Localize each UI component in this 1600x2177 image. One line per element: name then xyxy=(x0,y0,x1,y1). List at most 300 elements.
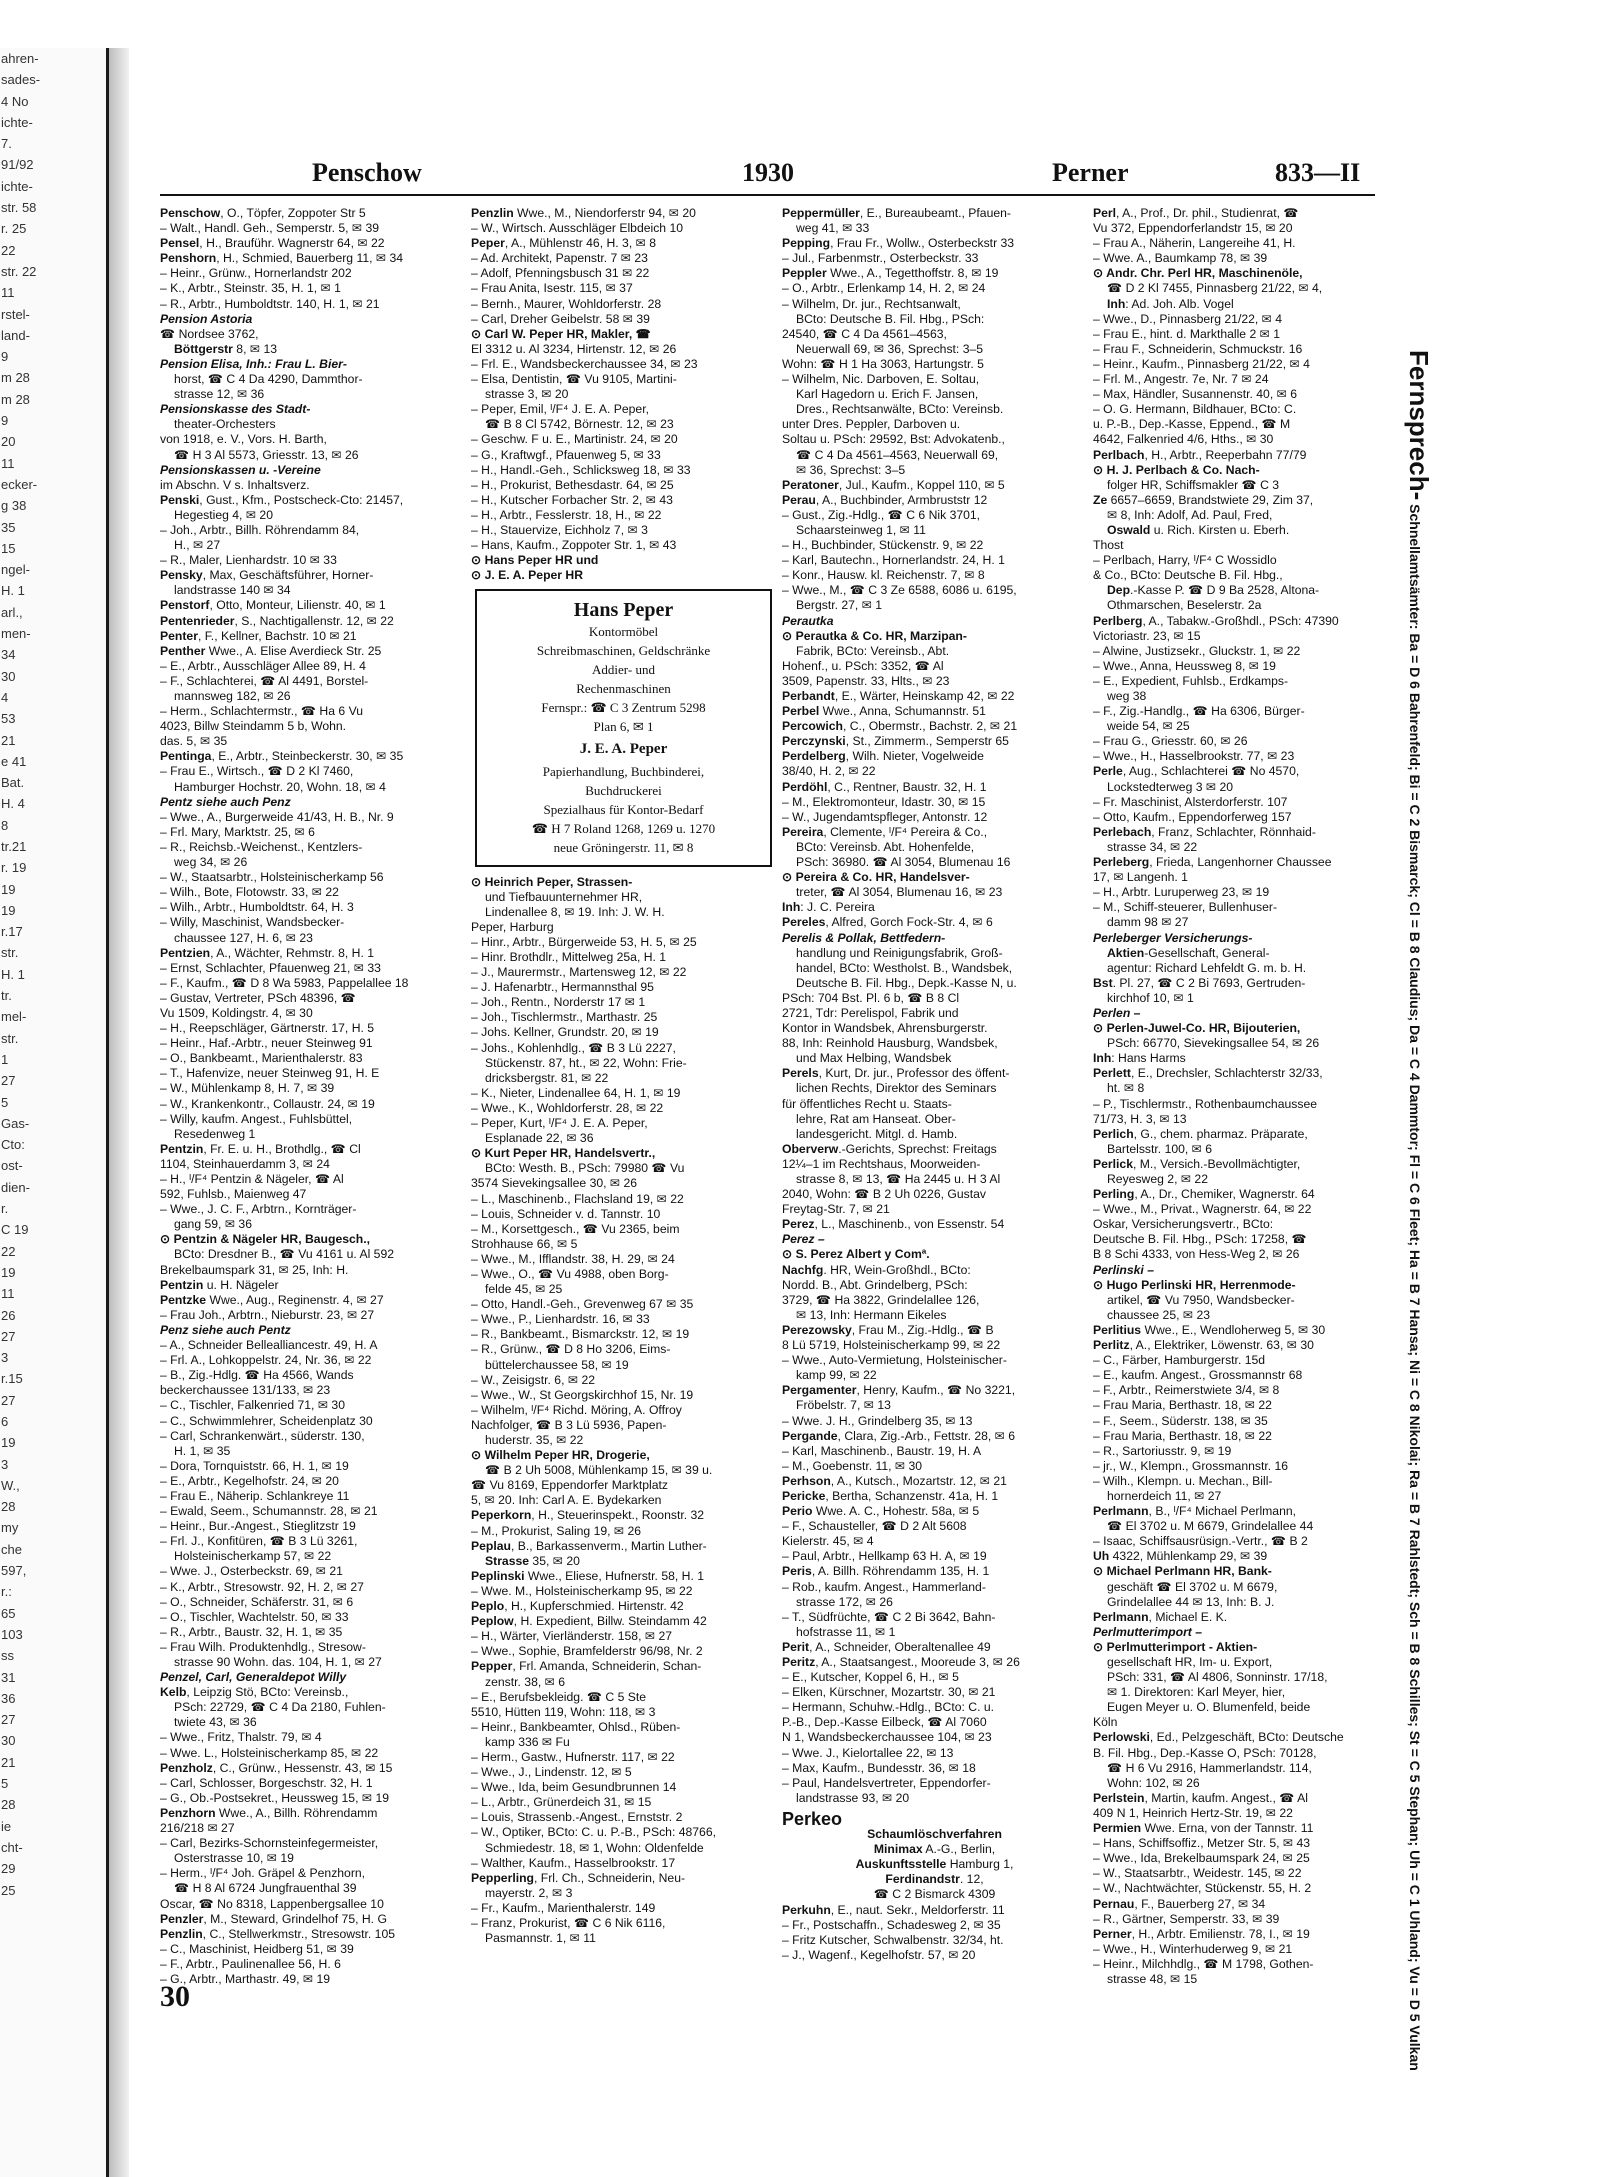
edge-text-fragment: 35 xyxy=(1,519,16,535)
directory-entry: 88, Inh: Reinhold Hausburg, Wandsbek, xyxy=(782,1036,998,1051)
directory-entry: Permien Wwe. Erna, von der Tannstr. 11 xyxy=(1093,1821,1314,1836)
directory-entry: ht. ✉ 8 xyxy=(1107,1081,1145,1096)
edge-text-fragment: m 28 xyxy=(1,391,30,407)
directory-entry: Pentzien, A., Wächter, Rehmstr. 8, H. 1 xyxy=(160,945,375,960)
directory-entry: – R., Sartoriusstr. 9, ✉ 19 xyxy=(1093,1443,1232,1458)
directory-entry: Inh: J. C. Pereira xyxy=(782,900,875,915)
directory-entry: kamp 99, ✉ 22 xyxy=(796,1368,877,1383)
directory-entry: – W., Staatsarbtr., Holsteinischerkamp 56 xyxy=(160,870,384,885)
edge-text-fragment: 3 xyxy=(1,1456,9,1472)
running-header xyxy=(160,158,1450,194)
edge-text-fragment: r.15 xyxy=(1,1371,23,1387)
directory-entry: Wohn: 102, ✉ 26 xyxy=(1107,1775,1200,1790)
directory-entry: – W., Staatsarbtr., Weidestr. 145, ✉ 22 xyxy=(1093,1866,1302,1881)
directory-entry: Lindenallee 8, ✉ 19. Inh: J. W. H. xyxy=(485,904,665,919)
perkeo-lines xyxy=(782,1827,1087,1902)
directory-entry: Perling, A., Dr., Chemiker, Wagnerstr. 64 xyxy=(1093,1187,1315,1202)
edge-text-fragment: 9 xyxy=(1,413,9,429)
directory-entry: ⊙ Kurt Peper HR, Handelsvertr., xyxy=(471,1146,656,1161)
directory-entry: – Frl. E., Wandsbeckerchaussee 34, ✉ 23 xyxy=(471,356,698,371)
directory-entry: – E., Arbtr., Ausschläger Allee 89, H. 4 xyxy=(160,658,366,673)
directory-entry: Wohn: ☎ H 1 Ha 3063, Hartungstr. 5 xyxy=(782,356,984,371)
directory-entry: – E., Arbtr., Kegelhofstr. 24, ✉ 20 xyxy=(160,1473,339,1488)
directory-entry: – Wwe., K., Wohldorferstr. 28, ✉ 22 xyxy=(471,1100,664,1115)
directory-entry: – Wilh., Bote, Flotowstr. 33, ✉ 22 xyxy=(160,885,339,900)
directory-entry: Pericke, Bertha, Schanzenstr. 41a, H. 1 xyxy=(782,1488,999,1503)
directory-entry: strasse 34, ✉ 22 xyxy=(1107,839,1198,854)
directory-entry: El 3312 u. Al 3234, Hirtenstr. 12, ✉ 26 xyxy=(471,341,677,356)
directory-entry: – Wwe., Ida, Brekelbaumspark 24, ✉ 25 xyxy=(1093,1851,1310,1866)
directory-entry: – Wwe. L., Holsteinischerkamp 85, ✉ 22 xyxy=(160,1745,379,1760)
directory-entry: Dres., Rechtsanwälte, BCto: Vereinsb. xyxy=(796,402,1004,417)
ad-line: Papierhandlung, Buchbinderei, xyxy=(542,763,705,779)
directory-entry: – Bernh., Maurer, Wohldorferstr. 28 xyxy=(471,296,662,311)
directory-entry: – Herm., ᴵ/F⁴ Joh. Gräpel & Penzhorn, xyxy=(160,1866,366,1881)
directory-entry: – K., Arbtr., Steinstr. 35, H. 1, ✉ 1 xyxy=(160,281,341,296)
directory-entry: 5, ✉ 20. Inh: Carl A. E. Bydekarken xyxy=(471,1493,662,1508)
directory-entry: – Konr., Hausw. kl. Reichenstr. 7, ✉ 8 xyxy=(782,568,985,583)
directory-entry: Köln xyxy=(1093,1715,1118,1730)
directory-entry: – L., Maschinenb., Flachsland 19, ✉ 22 xyxy=(471,1191,684,1206)
directory-entry: Oskar, Versicherungsvertr., BCto: xyxy=(1093,1217,1274,1232)
edge-text-fragment: str. xyxy=(1,945,19,961)
edge-text-fragment: m 28 xyxy=(1,370,30,386)
edge-text-fragment: 6 xyxy=(1,1414,9,1429)
directory-entry: – Wwe., Ida, beim Gesundbrunnen 14 xyxy=(471,1780,677,1795)
header-page-number: 833—II xyxy=(1275,158,1361,187)
header-year: 1930 xyxy=(742,158,794,187)
directory-entry: – Herm., Schlachtermstr., ☎ Ha 6 Vu xyxy=(160,704,364,719)
directory-entry: – J., Maurermstr., Martensweg 12, ✉ 22 xyxy=(471,965,687,980)
directory-entry: – Rob., kaufm. Angest., Hammerland- xyxy=(782,1579,986,1594)
directory-entry: – Hans, Schiffsoffiz., Metzer Str. 5, ✉ 43 xyxy=(1093,1836,1311,1851)
directory-entry: Hamburger Hochstr. 20, Wohn. 18, ✉ 4 xyxy=(174,779,386,794)
directory-entry: Othmarschen, Beselerstr. 2a xyxy=(1107,598,1262,613)
directory-entry: strasse 3, ✉ 20 xyxy=(485,387,569,402)
edge-text-fragment: 31 xyxy=(1,1669,16,1685)
directory-entry: Perleberger Versicherungs- xyxy=(1093,930,1253,945)
directory-entry: – Heinr., Bur.-Angest., Stieglitzstr 19 xyxy=(160,1519,356,1534)
directory-entry: geschäft ☎ El 3702 u. M 6679, xyxy=(1107,1579,1278,1594)
directory-entry: – Perlbach, Harry, ᴵ/F⁴ C Wossidlo xyxy=(1093,553,1277,568)
directory-entry: Vu 372, Eppendorferlandstr 15, ✉ 20 xyxy=(1093,221,1293,236)
directory-entry: – Gustav, Vertreter, PSch 48396, ☎ xyxy=(160,990,356,1005)
directory-entry: ⊙ Perlmutterimport - Aktien- xyxy=(1093,1639,1258,1654)
edge-text-fragment: 91/92 xyxy=(1,157,34,173)
directory-entry: Perdöhl, C., Rentner, Baustr. 32, H. 1 xyxy=(782,779,987,794)
directory-entry: – Heinr., Kaufm., Pinnasberg 21/22, ✉ 4 xyxy=(1093,356,1310,371)
directory-entry: Nachfg. HR, Wein-Großhdl., BCto: xyxy=(782,1262,971,1277)
edge-text-fragment: 11 xyxy=(1,285,15,301)
directory-entry: Eugen Meyer u. O. Blumenfeld, beide xyxy=(1107,1700,1311,1715)
edge-text-fragment: cht- xyxy=(1,1839,23,1855)
directory-entry: ⊙ Perlen-Juwel-Co. HR, Bijouterien, xyxy=(1093,1021,1301,1036)
directory-entry: Reyesweg 2, ✉ 22 xyxy=(1107,1172,1208,1186)
directory-entry: – W., Mühlenkamp 8, H. 7, ✉ 39 xyxy=(160,1081,335,1096)
directory-entry: Perlitius Wwe., E., Wendloherweg 5, ✉ 30 xyxy=(1093,1322,1326,1337)
legend-text: Schnellamtsämter: Ba = D 6 Bahrenfeld; Bi = C 2 Bismarck; Cl = B 8 Claudius; Da = C 4 Dammtor; Fl = C 6 Fleet; Ha = B 7 Hansa; Ni = C 8 Nikolai; Ra = B 7 Rahlstedt; Sch = B 8 Schilles; St = C 5 Stephan; Uh = C 1 Uhland; Vu = D 5 Vulkan xyxy=(1407,504,1423,2071)
directory-entry: 3729, ☎ Ha 3822, Grindelallee 126, xyxy=(782,1292,980,1307)
ad-line: Kontormöbel xyxy=(588,624,659,640)
edge-text-fragment: 103 xyxy=(1,1626,23,1642)
ad-line: Plan 6, ✉ 1 xyxy=(593,719,654,735)
directory-entry: – Heinr., Grünw., Hornerlandstr 202 xyxy=(160,266,352,281)
directory-entry: Penschow, O., Töpfer, Zoppoter Str 5 xyxy=(160,206,366,220)
directory-entry: – Frau E., Wirtsch., ☎ D 2 Kl 7460, xyxy=(160,764,354,779)
directory-entry: – Jul., Farbenmstr., Osterbeckstr. 33 xyxy=(782,251,979,266)
directory-entry: – W., Nachtwächter, Stückenstr. 55, H. 2 xyxy=(1093,1881,1312,1896)
edge-text-fragment: 29 xyxy=(1,1861,16,1877)
directory-entry: – B., Zig.-Hdlg. ☎ Ha 4566, Wands xyxy=(160,1368,354,1383)
directory-entry: Penzholz, C., Grünw., Hessenstr. 43, ✉ 15 xyxy=(160,1760,393,1775)
edge-text-fragment: men- xyxy=(1,626,31,642)
directory-entry: PSch: 22729, ☎ C 4 Da 2180, Fuhlen- xyxy=(174,1700,386,1715)
edge-text-fragment: ost- xyxy=(1,1158,23,1174)
directory-entry: Bst. Pl. 27, ☎ C 2 Bi 7693, Gertruden- xyxy=(1093,975,1306,990)
edge-text-fragment: land- xyxy=(1,327,30,343)
directory-entry: – Wilh., Arbtr., Humboldtstr. 64, H. 3 xyxy=(160,900,354,915)
directory-entry: – Dora, Tornquiststr. 66, H. 1, ✉ 19 xyxy=(160,1458,349,1473)
directory-entry: strasse 8, ✉ 13, ☎ Ha 2445 u. H 3 Al xyxy=(796,1172,1001,1186)
directory-entry: – Frau A., Näherin, Langereihe 41, H. xyxy=(1093,236,1296,251)
directory-entry: – C., Maschinist, Heidberg 51, ✉ 39 xyxy=(160,1941,354,1956)
directory-entry: – J. Hafenarbtr., Hermannsthal 95 xyxy=(471,980,654,995)
directory-entry: PSch: 36980. ☎ Al 3054, Blumenau 16 xyxy=(796,855,1011,870)
directory-entry: Pergamenter, Henry, Kaufm., ☎ No 3221, xyxy=(782,1383,1016,1398)
edge-text-fragment: mel- xyxy=(1,1009,27,1025)
directory-entry: – Elken, Kürschner, Mozartstr. 30, ✉ 21 xyxy=(782,1685,996,1700)
directory-entry: Perlowski, Ed., Pelzgeschäft, BCto: Deutsche xyxy=(1093,1730,1344,1745)
directory-entry: handel, BCto: Westholst. B., Wandsbek, xyxy=(796,960,1013,975)
directory-entry: B. Fil. Hbg., Dep.-Kasse O, PSch: 70128, xyxy=(1093,1745,1317,1760)
directory-entry: ✉ 36, Sprechst: 3–5 xyxy=(796,462,906,477)
ad-line: Addier- und xyxy=(592,662,655,678)
edge-text-fragment: 53 xyxy=(1,711,16,727)
directory-entry: ☎ H 6 Vu 2916, Hammerlandstr. 114, xyxy=(1107,1760,1312,1775)
directory-entry: Percowich, C., Obermstr., Bachstr. 2, ✉ 21 xyxy=(782,719,1018,734)
directory-entry: – J., Wagenf., Kegelhofstr. 57, ✉ 20 xyxy=(782,1947,976,1962)
advertisement-box xyxy=(475,589,772,866)
directory-entry: Perlich, G., chem. pharmaz. Präparate, xyxy=(1093,1126,1308,1141)
directory-entry: Perlmutterimport – xyxy=(1093,1624,1203,1639)
edge-text-fragment: 11 xyxy=(1,1286,15,1302)
header-rule xyxy=(160,194,1375,196)
directory-entry: Hegestieg 4, ✉ 20 xyxy=(174,507,273,522)
directory-entry: Pepping, Frau Fr., Wollw., Osterbeckstr 33 xyxy=(782,236,1015,251)
directory-entry: 71/73, H. 3, ✉ 13 xyxy=(1093,1111,1187,1126)
directory-entry: – Carl, Schrankenwärt., süderstr. 130, xyxy=(160,1428,365,1443)
directory-entry: Pensionskassen u. -Vereine xyxy=(160,462,321,477)
directory-entry: – C., Tischler, Falkenried 71, ✉ 30 xyxy=(160,1398,345,1413)
directory-entry: 3509, Papenstr. 33, Hlts., ✉ 23 xyxy=(782,673,950,688)
directory-entry: Perels, Kurt, Dr. jur., Professor des öffent- xyxy=(782,1066,1010,1081)
directory-entry: Pentzin, Fr. E. u. H., Brothdlg., ☎ Cl xyxy=(160,1141,361,1156)
directory-entry: – F., Kaufm., ☎ D 8 Wa 5983, Pappelallee 18 xyxy=(160,975,409,990)
directory-entry: – T., Hafenvize, neuer Steinweg 91, H. E xyxy=(160,1066,380,1081)
directory-entry: – Frl. A., Lohkoppelstr. 24, Nr. 36, ✉ 22 xyxy=(160,1353,372,1368)
edge-text-fragment: 22 xyxy=(1,242,16,258)
directory-entry: ⊙ J. E. A. Peper HR xyxy=(471,568,584,583)
directory-entry: – Ad. Architekt, Papenstr. 7 ✉ 23 xyxy=(471,251,648,266)
directory-entry: weg 38 xyxy=(1107,689,1147,703)
directory-entry: – H., Arbtr. Luruperweg 23, ✉ 19 xyxy=(1093,885,1270,900)
directory-entry: – Frau Anita, Isestr. 115, ✉ 37 xyxy=(471,281,633,296)
directory-entry: – Peper, Emil, ᴵ/F⁴ J. E. A. Peper, xyxy=(471,402,649,417)
directory-entry: beckerchaussee 131/133, ✉ 23 xyxy=(160,1383,331,1398)
directory-entry: ☎ El 3702 u. M 6679, Grindelallee 44 xyxy=(1107,1519,1314,1534)
edge-text-fragment: 27 xyxy=(1,1392,16,1408)
directory-entry: Perlberg, A., Tabakw.-Großhdl., PSch: 47390 xyxy=(1093,613,1339,628)
directory-entry: handlung und Reinigungsfabrik, Groß- xyxy=(796,945,1003,960)
edge-text-fragment: 27 xyxy=(1,1073,16,1089)
directory-entry: Perkuhn, E., naut. Sekr., Meldorferstr. 11 xyxy=(782,1902,1005,1917)
perkeo-line: Ferdinandstr. 12, xyxy=(885,1872,984,1887)
directory-entry: Perlinski – xyxy=(1093,1262,1154,1277)
directory-entry: – Karl, Maschinenb., Baustr. 19, H. A xyxy=(782,1443,982,1458)
directory-entry: Perleberg, Frieda, Langenhorner Chaussee xyxy=(1093,855,1332,870)
directory-entry: büttelerchaussee 58, ✉ 19 xyxy=(485,1357,629,1372)
edge-text-fragment: 5 xyxy=(1,1094,9,1110)
directory-entry: – Wwe., Fritz, Thalstr. 79, ✉ 4 xyxy=(160,1730,322,1745)
edge-text-fragment: 27 xyxy=(1,1328,16,1344)
directory-entry: – W., Wirtsch. Ausschläger Elbdeich 10 xyxy=(471,221,684,236)
directory-entry: – Ewald, Seem., Schumannstr. 28, ✉ 21 xyxy=(160,1504,378,1519)
directory-entry: – R., Arbtr., Baustr. 32, H. 1, ✉ 35 xyxy=(160,1624,343,1639)
directory-entry: – Wwe., Sophie, Bramfelderstr 96/98, Nr. 2 xyxy=(471,1644,703,1659)
directory-entry: – Frl. M., Angestr. 7e, Nr. 7 ✉ 24 xyxy=(1093,372,1269,387)
directory-entry: Peplo, H., Kupferschmied. Hirtenstr. 42 xyxy=(471,1599,684,1614)
directory-entry: – F., Arbtr., Reimerstwiete 3/4, ✉ 8 xyxy=(1093,1383,1280,1398)
directory-entry: Strohhause 66, ✉ 5 xyxy=(471,1236,578,1251)
directory-entry: – Hinr. Brothdlr., Mittelweg 25a, H. 1 xyxy=(471,950,667,964)
directory-entry: ⊙ S. Perez Albert y Comª. xyxy=(782,1247,930,1262)
directory-entry: – Wwe. A., Baumkamp 78, ✉ 39 xyxy=(1093,251,1268,266)
directory-entry: – Elsa, Dentistin, ☎ Vu 9105, Martini- xyxy=(471,372,677,387)
directory-entry: Osterstrasse 10, ✉ 19 xyxy=(174,1851,294,1866)
directory-entry: – Fr. Maschinist, Alsterdorferstr. 107 xyxy=(1093,794,1288,809)
directory-entry: Schaarsteinweg 1, ✉ 11 xyxy=(796,522,926,537)
directory-entry: Peper, Harburg xyxy=(471,919,554,934)
directory-entry: – Heinr., Haf.-Arbtr., neuer Steinweg 91 xyxy=(160,1036,373,1051)
directory-entry: Perit, A., Schneider, Oberaltenallee 49 xyxy=(782,1639,991,1654)
directory-entry: – T., Südfrüchte, ☎ C 2 Bi 3642, Bahn- xyxy=(782,1609,996,1624)
edge-text-fragment: H. 1 xyxy=(1,583,25,599)
directory-entry: – H., Arbtr., Fesslerstr. 18, H., ✉ 22 xyxy=(471,507,662,522)
book-gutter xyxy=(109,48,129,2177)
directory-entry: Perbandt, E., Wärter, Heinskamp 42, ✉ 22 xyxy=(782,689,1015,703)
edge-text-fragment: 65 xyxy=(1,1605,16,1621)
directory-entry: ⊙ H. J. Perlbach & Co. Nach- xyxy=(1093,462,1260,477)
directory-entry: ⊙ Hans Peper HR und xyxy=(471,553,599,568)
directory-entry: – jr., W., Klempn., Grossmannstr. 16 xyxy=(1093,1458,1289,1473)
directory-entry: – Max, Kaufm., Bundesstr. 36, ✉ 18 xyxy=(782,1760,976,1775)
directory-entry: – F., Zig.-Handlg., ☎ Ha 6306, Bürger- xyxy=(1093,704,1305,719)
directory-entry: dricksbergstr. 81, ✉ 22 xyxy=(485,1070,609,1085)
directory-entry: Perner, H., Arbtr. Emilienstr. 78, I., ✉ 19 xyxy=(1093,1926,1310,1941)
directory-entry: – F., Schlachterei, ☎ Al 4491, Borstel- xyxy=(160,673,369,688)
directory-entry: Penther Wwe., A. Elise Averdieck Str. 25 xyxy=(160,643,382,658)
ad-line: Buchdruckerei xyxy=(585,782,662,798)
directory-entry: H., ✉ 27 xyxy=(174,538,221,553)
directory-entry: – Frau G., Griesstr. 60, ✉ 26 xyxy=(1093,734,1248,749)
directory-entry: Perautka xyxy=(782,613,834,628)
directory-page xyxy=(160,150,1455,2071)
directory-entry: Resedenweg 1 xyxy=(174,1126,256,1141)
edge-text-fragment: ichte- xyxy=(1,114,33,130)
directory-entry: Peris, A. Billh. Röhrendamm 135, H. 1 xyxy=(782,1564,990,1579)
directory-entry: – H., Kutscher Forbacher Str. 2, ✉ 43 xyxy=(471,492,673,507)
directory-entry: Grindelallee 44 ✉ 13, Inh: B. J. xyxy=(1107,1594,1275,1609)
directory-entry: – Frau Wilh. Produktenhdlg., Stresow- xyxy=(160,1639,366,1654)
directory-entry: – Wwe., H., Winterhuderweg 9, ✉ 21 xyxy=(1093,1941,1293,1956)
directory-entry: – Joh., Tischlermstr., Marthastr. 25 xyxy=(471,1010,658,1025)
directory-entry: – Fr., Postschaffn., Schadesweg 2, ✉ 35 xyxy=(782,1917,1001,1932)
edge-text-fragment: r. 19 xyxy=(1,860,27,876)
directory-entry: – Wwe., P., Lienhardstr. 16, ✉ 33 xyxy=(471,1312,650,1327)
header-first-name: Penschow xyxy=(312,158,422,187)
directory-entry: – A., Schneider Bellealliancestr. 49, H. A xyxy=(160,1338,378,1353)
directory-entry: 24540, ☎ C 4 Da 4561–4563, xyxy=(782,326,947,341)
directory-entry: Deutsche B. Fil. Hbg., PSch: 17258, ☎ xyxy=(1093,1232,1307,1247)
edge-text-fragment: tr.21 xyxy=(1,838,27,854)
directory-entry: – Hermann, Schuhw.-Hdlg., BCto: C. u. xyxy=(782,1700,995,1715)
edge-text-fragment: 1 xyxy=(1,1051,9,1067)
edge-text-fragment: 34 xyxy=(1,647,16,663)
directory-entry: – Hans, Kaufm., Zoppoter Str. 1, ✉ 43 xyxy=(471,538,677,553)
directory-entry: ☎ Vu 8169, Eppendorfer Marktplatz xyxy=(471,1478,668,1493)
edge-text-fragment: H. 4 xyxy=(1,796,25,812)
directory-entry: – Walther, Kaufm., Hasselbrookstr. 17 xyxy=(471,1855,676,1870)
edge-text-fragment: Gas- xyxy=(1,1115,30,1131)
directory-entry: – H., Handl.-Geh., Schlicksweg 18, ✉ 33 xyxy=(471,462,691,477)
edge-text-fragment: 22 xyxy=(1,1243,16,1259)
directory-entry: – Carl, Bezirks-Schornsteinfegermeister, xyxy=(160,1836,379,1851)
directory-entry: agentur: Richard Lehfeldt G. m. b. H. xyxy=(1107,960,1307,975)
directory-entry: landstrasse 93, ✉ 20 xyxy=(796,1790,910,1805)
directory-entry: Pereles, Alfred, Gorch Fock-Str. 4, ✉ 6 xyxy=(782,915,993,930)
directory-entry: strasse 90 Wohn. das. 104, H. 1, ✉ 27 xyxy=(174,1655,382,1669)
directory-entry: – Johs., Kohlenhdlg., ☎ B 3 Lü 2227, xyxy=(471,1040,676,1055)
directory-entry: Perez, L., Maschinenb., von Essenstr. 54 xyxy=(782,1217,1005,1232)
directory-entry: – Carl, Dreher Geibelstr. 58 ✉ 39 xyxy=(471,311,650,326)
directory-entry: N 1, Wandsbeckerchaussee 104, ✉ 23 xyxy=(782,1730,992,1745)
directory-entry: Holsteinischerkamp 57, ✉ 22 xyxy=(174,1549,332,1564)
directory-entry: – R., Reichsb.-Weichenst., Kentzlers- xyxy=(160,839,363,854)
directory-entry: Böttgerstr 8, ✉ 13 xyxy=(174,341,278,356)
directory-entry: – W., Zeisigstr. 6, ✉ 22 xyxy=(471,1372,596,1387)
directory-entry: Peper, A., Mühlenstr 46, H. 3, ✉ 8 xyxy=(471,236,656,251)
directory-entry: Penzler, M., Steward, Grindelhof 75, H. G xyxy=(160,1911,387,1926)
edge-text-fragment: 30 xyxy=(1,668,16,684)
directory-entry: – M., Schiff-steuerer, Bullenhuser- xyxy=(1093,900,1278,915)
directory-entry: – H., Reepschläger, Gärtnerstr. 17, H. 5 xyxy=(160,1021,375,1036)
directory-entry: Nachfolger, ☎ B 3 Lü 5936, Papen- xyxy=(471,1417,667,1432)
directory-entry: BCto: Deutsche B. Fil. Hbg., PSch: xyxy=(796,311,985,326)
directory-entry: – Gust., Zig.-Hdlg., ☎ C 6 Nik 3701, xyxy=(782,507,981,522)
directory-entry: strasse 12, ✉ 36 xyxy=(174,387,265,402)
directory-entry: Fröbelstr. 7, ✉ 13 xyxy=(796,1398,891,1413)
directory-entry: und Tiefbauunternehmer HR, xyxy=(485,889,643,904)
directory-entry: – Hinr., Arbtr., Bürgerweide 53, H. 5, ✉ 25 xyxy=(471,934,697,949)
directory-entry: – Otto, Handl.-Geh., Grevenweg 67 ✉ 35 xyxy=(471,1297,694,1312)
directory-entry: – Wilhelm, Nic. Darboven, E. Soltau, xyxy=(782,372,980,387)
directory-entry: PSch: 331, ☎ Al 4806, Sonninstr. 17/18, xyxy=(1107,1670,1328,1685)
directory-entry: Uh 4322, Mühlenkamp 29, ✉ 39 xyxy=(1093,1549,1268,1564)
directory-entry: zenstr. 38, ✉ 6 xyxy=(485,1674,565,1689)
directory-entry: Vu 1509, Koldingstr. 4, ✉ 30 xyxy=(160,1005,313,1020)
edge-text-fragment: 36 xyxy=(1,1690,16,1706)
directory-entry: Bartelsstr. 100, ✉ 6 xyxy=(1107,1141,1213,1156)
directory-entry: Penshorn, H., Schmied, Bauerberg 11, ✉ 34 xyxy=(160,251,404,266)
directory-entry: – M., Prokurist, Saling 19, ✉ 26 xyxy=(471,1523,642,1538)
directory-entry: – Frau Joh., Arbtrn., Nieburstr. 23, ✉ 27 xyxy=(160,1307,375,1322)
directory-entry: – Wwe., O., ☎ Vu 4988, oben Borg- xyxy=(471,1266,669,1281)
directory-entry: H. 1, ✉ 35 xyxy=(174,1443,231,1458)
directory-entry: 4023, Billw Steindamm 5 b, Wohn. xyxy=(160,719,347,734)
directory-entry: lehre, Rat am Hanseat. Ober- xyxy=(796,1111,956,1126)
directory-entry: Peplow, H. Expedient, Billw. Steindamm 42 xyxy=(471,1614,707,1629)
edge-text-fragment: rstel- xyxy=(1,306,30,322)
directory-entry: ☎ C 4 Da 4561–4563, Neuerwall 69, xyxy=(796,447,999,462)
ad-line: Spezialhaus für Kontor-Bedarf xyxy=(543,801,704,817)
directory-entry: Pergande, Clara, Zig.-Arb., Fettstr. 28, ✉ 6 xyxy=(782,1428,1016,1443)
directory-entry: mayerstr. 2, ✉ 3 xyxy=(485,1885,573,1900)
directory-entry: 3574 Sievekingsallee 30, ✉ 26 xyxy=(471,1176,638,1191)
directory-entry: Pepperling, Frl. Ch., Schneiderin, Neu- xyxy=(471,1870,686,1885)
directory-entry: Penzlin, C., Stellwerkmstr., Stresowstr. 105 xyxy=(160,1926,396,1941)
directory-entry: Kelb, Leipzig Stö, BCto: Vereinsb., xyxy=(160,1685,349,1700)
directory-entry: – H., ᴵ/F⁴ Pentzin & Nägeler, ☎ Al xyxy=(160,1172,344,1186)
folio-number: 30 xyxy=(160,1980,190,2013)
directory-entry: – R., Gärtner, Semperstr. 33, ✉ 39 xyxy=(1093,1911,1280,1926)
directory-entry: hornerdeich 11, ✉ 27 xyxy=(1107,1488,1222,1503)
directory-entry: – G., Arbtr., Marthastr. 49, ✉ 19 xyxy=(160,1971,331,1986)
directory-entry: – C., Schwimmlehrer, Scheidenplatz 30 xyxy=(160,1413,373,1428)
directory-entry: ⊙ Pereira & Co. HR, Handelsver- xyxy=(782,870,970,885)
perkeo-line: ☎ C 2 Bismarck 4309 xyxy=(873,1887,996,1902)
directory-entry: – F., Arbtr., Paulinenallee 56, H. 6 xyxy=(160,1956,341,1971)
column-4 xyxy=(1093,206,1378,2006)
directory-entry: – Wwe., Anna, Heussweg 8, ✉ 19 xyxy=(1093,658,1276,673)
directory-entry: Inh: Hans Harms xyxy=(1093,1051,1186,1066)
edge-text-fragment: r. 25 xyxy=(1,221,27,237)
directory-entry: Ze 6657–6659, Brandstwiete 29, Zim 37, xyxy=(1093,492,1314,507)
directory-entry: Perl, A., Prof., Dr. phil., Studienrat, ☎ xyxy=(1093,206,1299,220)
directory-entry: Pensel, H., Brauführ. Wagnerstr 64, ✉ 22 xyxy=(160,236,385,251)
edge-text-fragment: 597, xyxy=(1,1563,27,1579)
edge-text-fragment: sades- xyxy=(1,72,41,88)
directory-entry: Stückenstr. 87, ht., ✉ 22, Wohn: Frie- xyxy=(485,1055,687,1070)
directory-entry: artikel, ☎ Vu 7950, Wandsbecker- xyxy=(1107,1292,1295,1307)
directory-entry: ☎ H 8 Al 6724 Jungfrauenthal 39 xyxy=(174,1881,357,1896)
directory-entry: Perau, A., Buchbinder, Armbruststr 12 xyxy=(782,492,988,507)
directory-entry: – Karl, Bautechn., Hornerlandstr. 24, H. 1 xyxy=(782,553,1005,568)
directory-entry: – Frl. Mary, Marktstr. 25, ✉ 6 xyxy=(160,824,315,839)
edge-text-fragment: Cto: xyxy=(1,1137,25,1153)
directory-entry: – Wwe., J. C. F., Arbtrn., Kornträger- xyxy=(160,1202,357,1217)
directory-entry: Kielerstr. 45, ✉ 4 xyxy=(782,1534,874,1549)
directory-entry: Oscar, ☎ No 8318, Lappenbergsallee 10 xyxy=(160,1896,384,1911)
ad-line: ☎ H 7 Roland 1268, 1269 u. 1270 xyxy=(531,820,716,836)
directory-entry: weg 34, ✉ 26 xyxy=(174,855,248,870)
directory-entry: 5510, Hütten 119, Wohn: 118, ✉ 3 xyxy=(471,1704,656,1719)
directory-entry: ✉ 8, Inh: Adolf, Ad. Paul, Fred, xyxy=(1107,507,1273,522)
directory-entry: – Fritz Kutscher, Schwalbenstr. 32/34, ht. xyxy=(782,1932,1004,1947)
directory-entry: – Frau Maria, Berthastr. 18, ✉ 22 xyxy=(1093,1428,1272,1443)
directory-entry: lichen Rechts, Direktor des Seminars xyxy=(796,1081,997,1096)
edge-text-fragment: 20 xyxy=(1,434,16,450)
directory-entry: ⊙ Perautka & Co. HR, Marzipan- xyxy=(782,628,967,643)
